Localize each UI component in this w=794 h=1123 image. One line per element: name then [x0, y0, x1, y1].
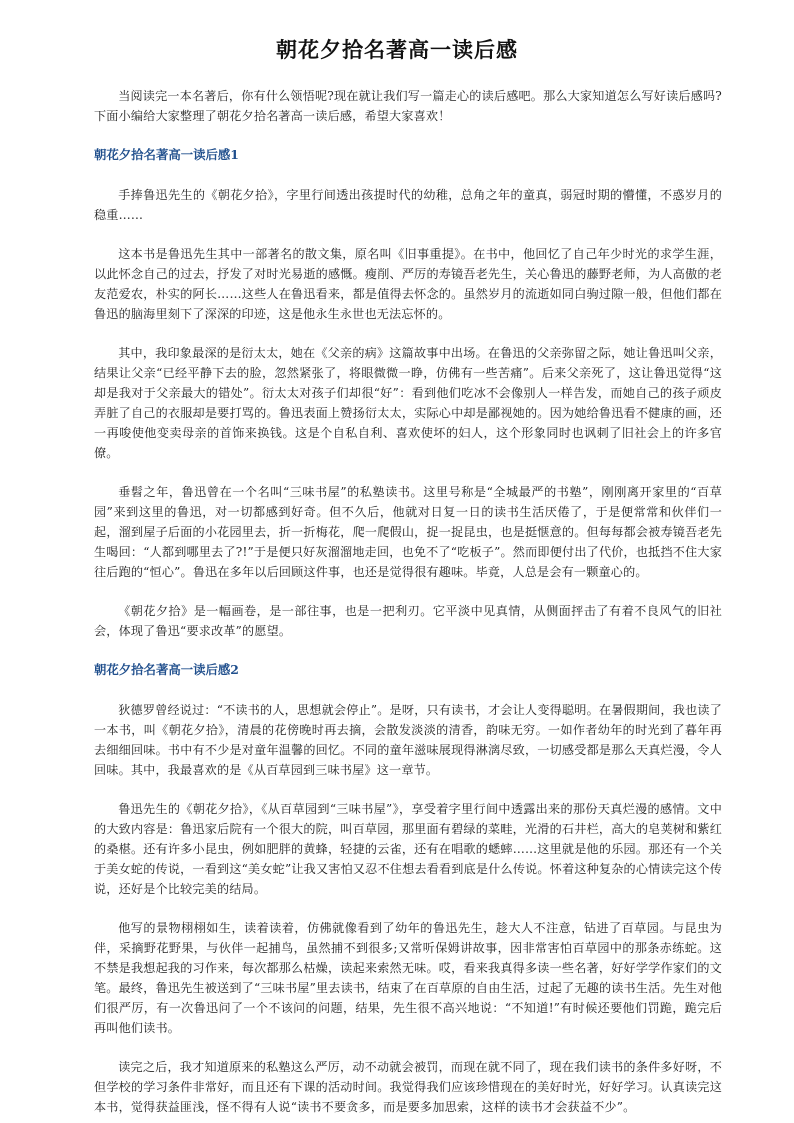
section-1-paragraph: 垂髫之年，鲁迅曾在一个名叫“三味书屋”的私塾读书。这里号称是“全城最严的书塾”，刚刚离开家里的“百草园”来到这里的鲁迅，对一切都感到好奇。但不久后，他就对日复一日的读书生活厌倦了，于是便常常和伙伴们一起，溜到屋子后面的小花园里去，折一折梅花，爬一爬假山，捉一捉昆虫，也是挺惬意的。但每每都会被寿镜吾老先生喝回：“人都到哪里去了?!”于是便只好灰溜溜地走回，也免不了“吃板子”。然而即便付出了代价，也抵挡不住大家往后跑的“恒心”。鲁迅在多年以后回顾这件事，也还是觉得很有趣味。毕竟，人总是会有一颗童心的。 — [94, 485, 722, 579]
page-title: 朝花夕拾名著高一读后感 — [276, 38, 518, 62]
section-2-paragraph: 鲁迅先生的《朝花夕拾》，《从百草园到“三味书屋”》，享受着字里行间中透露出来的那份天真烂漫的感情。文中的大致内容是：鲁迅家后院有一个很大的院，叫百草园，那里面有碧绿的菜畦，光滑的石井栏，高大的皂荚树和紫红的桑椹。还有许多小昆虫，例如肥胖的黄蜂，轻捷的云雀，还有在唱歌的蟋蟀……这里就是他的乐园。那还有一个关于美女蛇的传说，一看到这“美女蛇”让我又害怕又忍不住想去看看到底是什么传说。怀着这种复杂的心情读完这个传说，还好是个比较完美的结局。 — [94, 802, 722, 896]
section-2-paragraph: 他写的景物栩栩如生，读着读着，仿佛就像看到了幼年的鲁迅先生，趁大人不注意，钻进了百草园。与昆虫为伴，采摘野花野果，与伙伴一起捕鸟，虽然捕不到很多;又常听保姆讲故事，因非常害怕百草园中的那条赤练蛇。这不禁是我想起我的习作来，每次都那么枯燥，读起来索然无味。哎，看来我真得多读一些名著，好好学学作家们的文笔。最终，鲁迅先生被送到了“三味书屋”里去读书，结束了在百草原的自由生活，过起了无趣的读书生活。先生对他们很严厉，有一次鲁迅问了一个不该问的问题，结果，先生很不高兴地说：“不知道!”有时候还要他们罚跪，跪完后再叫他们读书。 — [94, 921, 722, 1035]
section-1-paragraph: 这本书是鲁迅先生其中一部著名的散文集，原名叫《旧事重提》。在书中，他回忆了自己年少时光的求学生涯，以此怀念自己的过去，抒发了对时光易逝的感慨。瘦削、严厉的寿镜吾老先生，关心鲁迅的藤野老师，为人高傲的老友范爱农，朴实的阿长……这些人在鲁迅看来，都是值得去怀念的。虽然岁月的流逝如同白驹过隙一般，但他们都在鲁迅的脑海里刻下了深深的印迹，这是他永生永世也无法忘怀的。 — [94, 247, 722, 321]
section-1-paragraph: 《朝花夕拾》是一幅画卷，是一部往事，也是一把利刃。它平淡中见真情，从侧面抨击了有着不良风气的旧社会，体现了鲁迅“要求改革”的愿望。 — [94, 604, 722, 638]
section-heading-1: 朝花夕拾名著高一读后感1 — [94, 147, 239, 162]
intro-paragraph: 当阅读完一本名著后，你有什么领悟呢?现在就让我们写一篇走心的读后感吧。那么大家知道怎么写好读后感吗?下面小编给大家整理了朝花夕拾名著高一读后感，希望大家喜欢！ — [94, 89, 722, 123]
section-1-paragraph: 其中，我印象最深的是衍太太，她在《父亲的病》这篇故事中出场。在鲁迅的父亲弥留之际，她让鲁迅叫父亲，结果让父亲“已经平静下去的脸，忽然紧张了，将眼微微一睁，仿佛有一些苦痛”。后来父亲死了，这让鲁迅觉得“这却是我对于父亲最大的错处”。衍太太对孩子们却很“好”：看到他们吃冰不会像别人一样告发，而她自己的孩子顽皮弄脏了自己的衣服却是要打骂的。鲁迅表面上赞扬衍太太，实际心中却是鄙视她的。因为她给鲁迅看不健康的画，还一再唆使他变卖母亲的首饰来换钱。这是个自私自利、喜欢使坏的妇人，这个形象同时也讽刺了旧社会上的许多官僚。 — [94, 346, 722, 460]
section-2-paragraph: 读完之后，我才知道原来的私塾这么严厉，动不动就会被罚，而现在就不同了，现在我们读书的条件多好呀，不但学校的学习条件非常好，而且还有下课的活动时间。我觉得我们应该珍惜现在的美好时光，好好学习。认真读完这本书，觉得获益匪浅，怪不得有人说“读书不要贪多，而是要多加思索，这样的读书才会获益不少”。 — [94, 1060, 722, 1114]
section-heading-2: 朝花夕拾名著高一读后感2 — [94, 662, 239, 677]
section-2-paragraph: 狄德罗曾经说过：“不读书的人，思想就会停止”。是呀，只有读书，才会让人变得聪明。在暑假期间，我也读了一本书，叫《朝花夕拾》，清晨的花傍晚时再去摘，会散发淡淡的清香，韵味无穷。一如作者幼年的时光到了暮年再去细细回味。书中有不少是对童年温馨的回忆。不同的童年滋味展现得淋漓尽致，一切感受都是那么天真烂漫，令人回味。其中，我最喜欢的是《从百草园到三味书屋》这一章节。 — [94, 703, 722, 777]
section-1-paragraph: 手捧鲁迅先生的《朝花夕拾》，字里行间透出孩提时代的幼稚，总角之年的童真，弱冠时期的懵懂，不惑岁月的稳重…… — [94, 188, 722, 222]
